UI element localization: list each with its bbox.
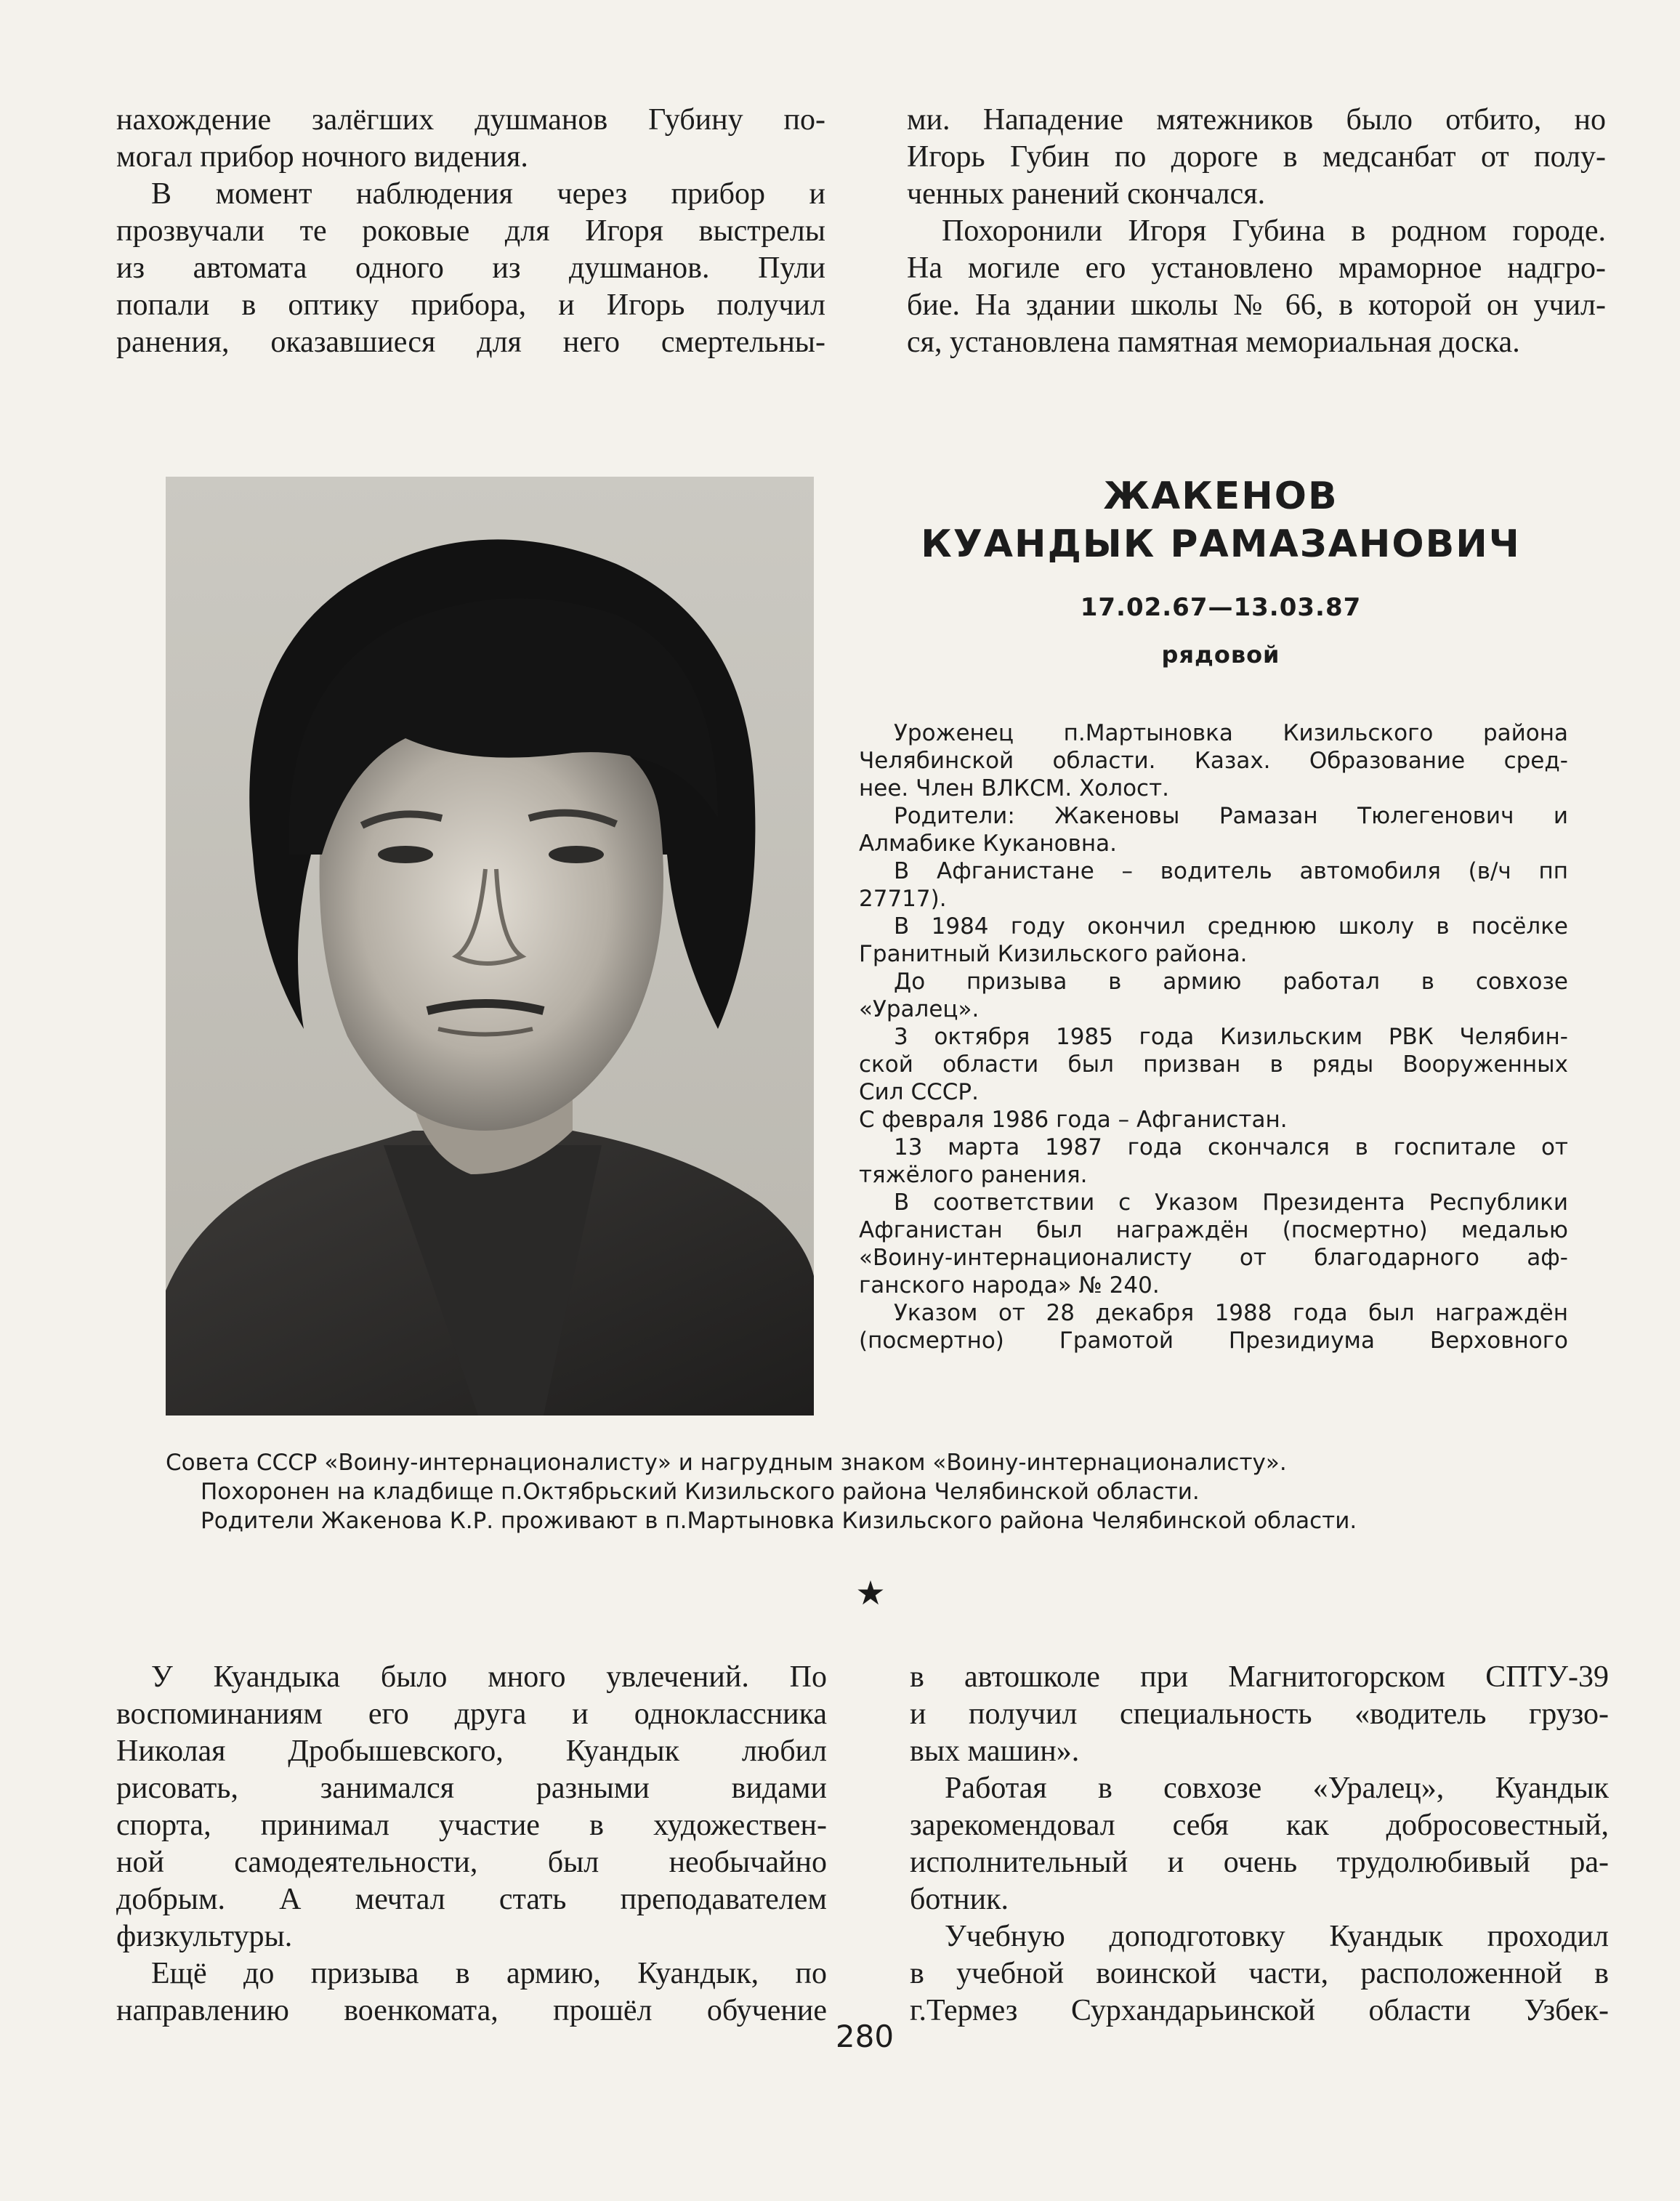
star-separator-icon: ★ (855, 1573, 886, 1612)
bio-line: В соответствии с Указом Президента Республики (894, 1190, 1568, 1216)
text-line: и получил специальность «водитель грузо- (910, 1697, 1609, 1731)
text-line: Похоронили Игоря Губина в родном городе. (942, 214, 1606, 248)
text-line: Учебную доподготовку Куандык проходил (945, 1920, 1609, 1953)
bio-line: С февраля 1986 года – Афганистан. (859, 1107, 1288, 1133)
portrait-photo (166, 477, 814, 1415)
bio-line: 27717). (859, 886, 947, 912)
text-line: добрым. А мечтал стать преподавателем (116, 1883, 827, 1916)
text-line: ми. Нападение мятежников было отбито, но (907, 103, 1606, 137)
surname: ЖАКЕНОВ (1103, 474, 1338, 518)
text-line: Игорь Губин по дороге в медсанбат от полу- (907, 140, 1606, 174)
bio-line: нее. Член ВЛКСМ. Холост. (859, 775, 1170, 801)
portrait-photo-image (166, 477, 814, 1415)
text-line: вых машин». (910, 1734, 1080, 1768)
bio-line: Гранитный Кизильского района. (859, 941, 1248, 967)
text-line: бие. На здании школы № 66, в которой он учил- (907, 288, 1606, 322)
text-line: прозвучали те роковые для Игоря выстрелы (116, 214, 825, 248)
text-line: Ещё до призыва в армию, Куандык, по (151, 1957, 827, 1990)
bio-line: Афганистан был награждён (посмертно) медалью (859, 1217, 1568, 1243)
text-column-top-left (116, 102, 825, 361)
text-line: физкультуры. (116, 1920, 293, 1953)
bio-line: 3 октября 1985 года Кизильским РВК Челябин- (894, 1024, 1568, 1050)
text-line: из автомата одного из душманов. Пули (116, 251, 825, 285)
bio-line: Уроженец п.Мартыновка Кизильского района (894, 720, 1568, 746)
text-line: направлению военкомата, прошёл обучение (116, 1994, 827, 2027)
text-line: в автошколе при Магнитогорском СПТУ-39 (910, 1660, 1609, 1694)
text-line: спорта, принимал участие в художествен- (116, 1809, 827, 1842)
bio-line: Совета СССР «Воину-интернационалисту» и нагрудным знаком «Воину-интернационалисту». (166, 1450, 1287, 1476)
bio-line: 13 марта 1987 года скончался в госпитале от (894, 1134, 1568, 1160)
text-line: ботник. (910, 1883, 1009, 1916)
text-column-bottom-right (910, 1659, 1609, 2030)
bio-line: «Воину-интернационалисту от благодарного аф- (859, 1245, 1568, 1271)
text-line: На могиле его установлено мраморное надгро- (907, 251, 1606, 285)
text-column-bottom-left (116, 1659, 827, 2030)
text-line: исполнительный и очень трудолюбивый ра- (910, 1846, 1609, 1879)
text-line: ченных ранений скончался. (907, 177, 1266, 211)
bio-line: тяжёлого ранения. (859, 1162, 1088, 1188)
text-line: г.Термез Сурхандарьинской области Узбек- (910, 1994, 1609, 2027)
text-line: в учебной воинской части, расположенной в (910, 1957, 1609, 1990)
text-line: ной самодеятельности, был необычайно (116, 1846, 827, 1879)
text-line: Работая в совхозе «Уралец», Куандык (945, 1772, 1609, 1805)
bio-line: До призыва в армию работал в совхозе (894, 969, 1568, 995)
bio-line: ганского народа» № 240. (859, 1272, 1160, 1299)
text-line: зарекомендовал себя как добросовестный, (910, 1809, 1609, 1842)
text-line: попали в оптику прибора, и Игорь получил (116, 288, 825, 322)
bio-line: Сил СССР. (859, 1079, 979, 1105)
text-line: ранения, оказавшиеся для него смертельны- (116, 326, 825, 359)
bio-line: Похоронен на кладбище п.Октябрьский Кизильского района Челябинской области. (201, 1479, 1200, 1505)
bio-line: «Уралец». (859, 996, 980, 1022)
given-names: КУАНДЫК РАМАЗАНОВИЧ (921, 522, 1521, 566)
bio-line: (посмертно) Грамотой Президиума Верховного (859, 1328, 1568, 1354)
bio-line: Указом от 28 декабря 1988 года был награждён (894, 1300, 1568, 1326)
bio-line: Алмабике Кукановна. (859, 831, 1118, 857)
name-header (857, 472, 1584, 669)
text-line: нахождение залёгших душманов Губину по- (116, 103, 825, 137)
text-line: воспоминаниям его друга и одноклассника (116, 1697, 827, 1731)
text-line: рисовать, занимался разными видами (116, 1772, 827, 1805)
bio-line: Родители Жакенова К.Р. проживают в п.Мартыновка Кизильского района Челябинской области. (201, 1508, 1357, 1534)
bio-line: Челябинской области. Казах. Образование сред- (859, 748, 1568, 774)
text-line: могал прибор ночного видения. (116, 140, 528, 174)
text-column-top-right (907, 102, 1606, 361)
text-line: У Куандыка было много увлечений. По (151, 1660, 827, 1694)
bio-line: В 1984 году окончил среднюю школу в посёлке (894, 913, 1568, 940)
military-rank: рядовой (1161, 641, 1280, 669)
bio-line: Родители: Жакеновы Рамазан Тюлегенович и (894, 803, 1568, 829)
life-dates: 17.02.67—13.03.87 (1080, 593, 1362, 622)
text-line: В момент наблюдения через прибор и (151, 177, 825, 211)
bio-line: В Афганистане – водитель автомобиля (в/ч пп (894, 858, 1568, 884)
biography (859, 719, 1568, 1354)
biography-continuation (166, 1448, 1568, 1535)
bio-line: ской области был призван в ряды Вооруженных (859, 1051, 1568, 1078)
page-number: 280 (835, 2019, 894, 2054)
text-line: Николая Дробышевского, Куандык любил (116, 1734, 827, 1768)
text-line: ся, установлена памятная мемориальная доска. (907, 326, 1520, 359)
